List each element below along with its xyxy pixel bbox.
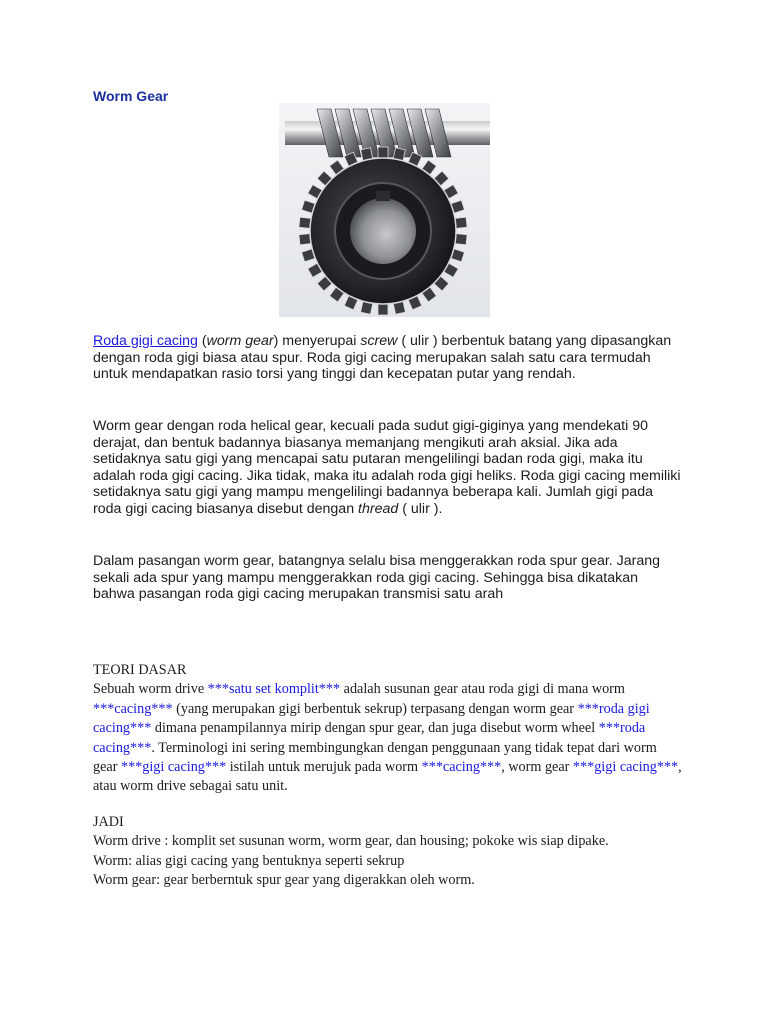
teori-text-2: adalah susunan gear atau roda gigi di mana worm — [340, 681, 625, 698]
teori-text-6: istilah untuk merujuk pada worm — [226, 759, 422, 776]
intro-rest: ( ulir ) berbentuk batang yang dipasangkan dengan roda gigi biasa atau spur. Roda gigi cacing merupakan salah satu cara termudah untuk mendapatkan rasio torsi yang tinggi dan kecepatan putar yang rendah. — [93, 333, 672, 383]
intro-screw: screw — [360, 333, 398, 349]
teori-text-7: , worm gear — [501, 759, 573, 776]
intro-paragraph — [93, 333, 683, 383]
jadi-section — [93, 813, 683, 891]
teori-highlight-5: ***gigi cacing*** — [120, 759, 227, 776]
teori-highlight-3: ***roda gigi cacing*** — [93, 700, 650, 737]
helical-text: Worm gear dengan roda helical gear, kecuali pada sudut gigi-giginya yang mendekati 90 derajat, dan bentuk badannya biasanya memanjang mengikuti arah aksial. Jika ada setidaknya satu gigi yang mencapai satu putaran mengelilingi badan roda gigi, maka itu adalah roda gigi cacing. Jika tidak, maka itu adalah roda gigi heliks. Roda gigi cacing memiliki setidaknya satu gigi yang mampu mengelilingi badannya beberapa kali. Jumlah gigi pada roda gigi cacing biasanya disebut dengan — [93, 418, 681, 517]
jadi-heading: JADI — [93, 814, 124, 830]
jadi-line-worm: Worm: alias gigi cacing yang bentuknya seperti sekrup — [93, 852, 405, 869]
teori-text-3: (yang merupakan gigi berbentuk sekrup) terpasang dengan worm gear — [172, 700, 578, 717]
teori-body — [93, 680, 683, 796]
helical-paragraph — [93, 418, 683, 518]
teori-heading: TEORI DASAR — [93, 662, 187, 678]
thread-term: thread — [358, 500, 399, 517]
teori-text-1: Sebuah worm drive — [93, 681, 208, 698]
worm-gear-illustration — [279, 103, 490, 317]
teori-highlight-1: ***satu set komplit*** — [207, 681, 341, 698]
helical-end: ( ulir ). — [398, 500, 443, 517]
teori-text-4: dimana penampilannya mirip dengan spur gear, dan juga disebut worm wheel — [151, 720, 599, 737]
teori-highlight-7: ***gigi cacing*** — [572, 759, 679, 776]
teori-text-5: . Terminologi ini sering membingungkan dengan penggunaan yang tidak tepat dari worm gear — [93, 739, 657, 776]
intro-term: worm gear — [206, 333, 274, 349]
teori-highlight-6: ***cacing*** — [421, 759, 502, 776]
worm-gear-photo — [279, 103, 490, 317]
teori-dasar-section — [93, 661, 683, 797]
intro-mid: ) menyerupai — [273, 333, 361, 349]
roda-gigi-cacing-link[interactable]: Roda gigi cacing — [93, 333, 198, 349]
teori-highlight-4: ***roda cacing*** — [93, 720, 646, 756]
gear-teeth — [299, 147, 467, 315]
intro-open-paren: ( — [197, 333, 207, 349]
jadi-line-worm-drive: Worm drive : komplit set susunan worm, worm gear, dan housing; pokoke wis siap dipake. — [93, 833, 609, 850]
transmission-paragraph: Dalam pasangan worm gear, batangnya selalu bisa menggerakkan roda spur gear. Jarang sekali ada spur yang mampu menggerakkan roda gigi cacing. Sehingga bisa dikatakan bahwa pasangan roda gigi cacing merupakan transmisi satu arah — [93, 553, 661, 603]
teori-text-8: , atau worm drive sebagai satu unit. — [93, 759, 682, 795]
teori-highlight-2: ***cacing*** — [93, 700, 173, 717]
page-title: Worm Gear — [93, 88, 169, 104]
jadi-line-worm-gear: Worm gear: gear berberntuk spur gear yang digerakkan oleh worm. — [93, 872, 475, 889]
